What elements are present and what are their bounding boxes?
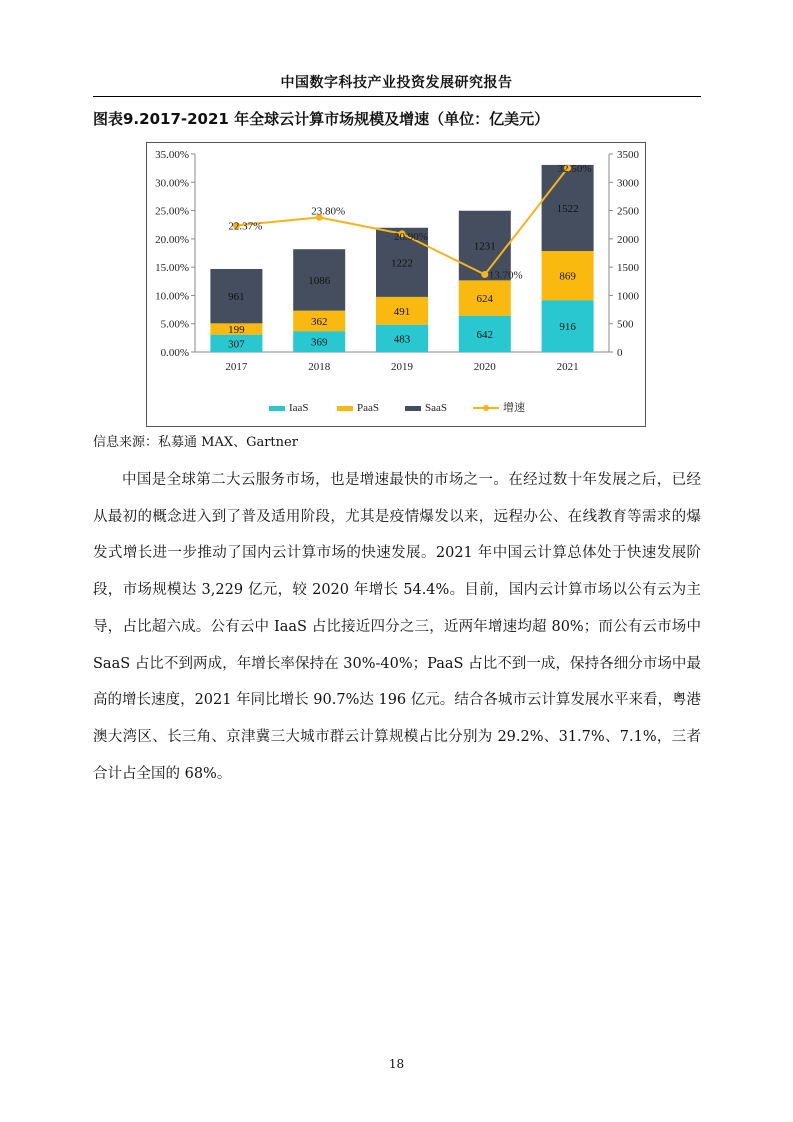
- header-rule: [93, 96, 701, 97]
- x-axis-tick-label: 2019: [391, 361, 413, 373]
- legend-swatch-paas: [337, 406, 353, 411]
- growth-label: 23.80%: [311, 205, 346, 218]
- right-axis-tick-label: 3000: [617, 177, 639, 190]
- legend-label: PaaS: [357, 402, 379, 414]
- legend-label: IaaS: [289, 402, 309, 414]
- growth-label: 32.50%: [557, 163, 592, 176]
- x-axis-tick-label: 2020: [473, 361, 496, 373]
- growth-label: 13.70%: [488, 269, 523, 282]
- body-paragraph: 中国是全球第二大云服务市场，也是增速最快的市场之一。在经过数十年发展之后，已经从最初的概念进入到了普及适用阶段，尤其是疫情爆发以来，远程办公、在线教育等需求的爆发式增长进一步推动了国内云计算市场的快速发展。2021 年中国云计算总体处于快速发展阶段，市场规模达 3,229 亿元，较 2020 年增长 54.4%。目前，国内云计算市场以公有云为主导，占比超六成。公有云中 IaaS 占比接近四分之三，近两年增速均超 80%；而公有云市场中 SaaS 占比不到两成，年增长率保持在 30%-40%；PaaS 占比不到一成，保持各细分市场中最高的增长速度，2021 年同比增长 90.7%达 196 亿元。结合各城市云计算发展水平来看，粤港澳大湾区、长三角、京津冀三大城市群云计算规模占比分别为 29.2%、31.7%、7.1%，三者合计占全国的 68%。: [93, 472, 701, 782]
- left-axis-tick-label: 15.00%: [155, 262, 189, 275]
- right-axis-tick-label: 500: [617, 318, 634, 331]
- right-axis-tick-label: 2000: [617, 233, 639, 246]
- left-axis-tick-label: 35.00%: [155, 149, 189, 161]
- growth-point: [481, 271, 488, 278]
- bar-value-label: 916: [559, 321, 576, 334]
- bar-value-label: 307: [228, 338, 245, 351]
- figure-source: 信息来源：私募通 MAX、Gartner: [93, 435, 298, 450]
- right-axis-tick-label: 3500: [617, 149, 639, 161]
- chart-frame: [146, 142, 646, 427]
- left-axis-tick-label: 20.00%: [155, 233, 189, 246]
- x-axis-tick-label: 2018: [308, 361, 331, 373]
- growth-label: 22.37%: [228, 220, 263, 233]
- left-axis-tick-label: 10.00%: [155, 290, 189, 303]
- legend-swatch-saas: [405, 406, 421, 411]
- bar-value-label: 869: [559, 270, 576, 283]
- report-header-title: 中国数字科技产业投资发展研究报告: [280, 75, 513, 91]
- legend-swatch-iaas: [269, 406, 285, 411]
- page-number: 18: [388, 1057, 405, 1071]
- bar-value-label: 624: [476, 293, 494, 306]
- x-axis-tick-label: 2021: [556, 361, 579, 373]
- right-axis-tick-label: 0: [617, 347, 623, 359]
- bar-value-label: 642: [476, 328, 494, 341]
- bar-value-label: 1086: [308, 274, 331, 287]
- left-axis-tick-label: 0.00%: [160, 347, 189, 359]
- bar-value-label: 961: [228, 291, 245, 304]
- legend-swatch-growth-point: [483, 405, 489, 411]
- right-axis-tick-label: 1000: [617, 290, 639, 303]
- bar-value-label: 1231: [473, 240, 496, 253]
- growth-label: 20.90%: [394, 230, 428, 243]
- right-axis-tick-label: 1500: [617, 262, 639, 275]
- bar-value-label: 362: [310, 315, 328, 328]
- bar-value-label: 483: [393, 333, 411, 346]
- figure-caption: 图表9.2017-2021 年全球云计算市场规模及增速（单位：亿美元）: [93, 110, 550, 128]
- bar-value-label: 369: [310, 336, 328, 349]
- bar-value-label: 1522: [556, 202, 579, 215]
- bar-value-label: 491: [393, 305, 411, 318]
- cloud-market-chart: [147, 143, 645, 426]
- bar-value-label: 199: [228, 324, 245, 337]
- body-text: [93, 462, 701, 792]
- x-axis-tick-label: 2017: [225, 361, 248, 373]
- left-axis-tick-label: 5.00%: [160, 318, 189, 331]
- left-axis-tick-label: 30.00%: [155, 177, 189, 190]
- left-axis-tick-label: 25.00%: [155, 205, 189, 218]
- right-axis-tick-label: 2500: [617, 205, 639, 218]
- bar-value-label: 1222: [391, 257, 413, 270]
- legend-label: SaaS: [425, 402, 447, 414]
- legend-label: 增速: [503, 402, 525, 414]
